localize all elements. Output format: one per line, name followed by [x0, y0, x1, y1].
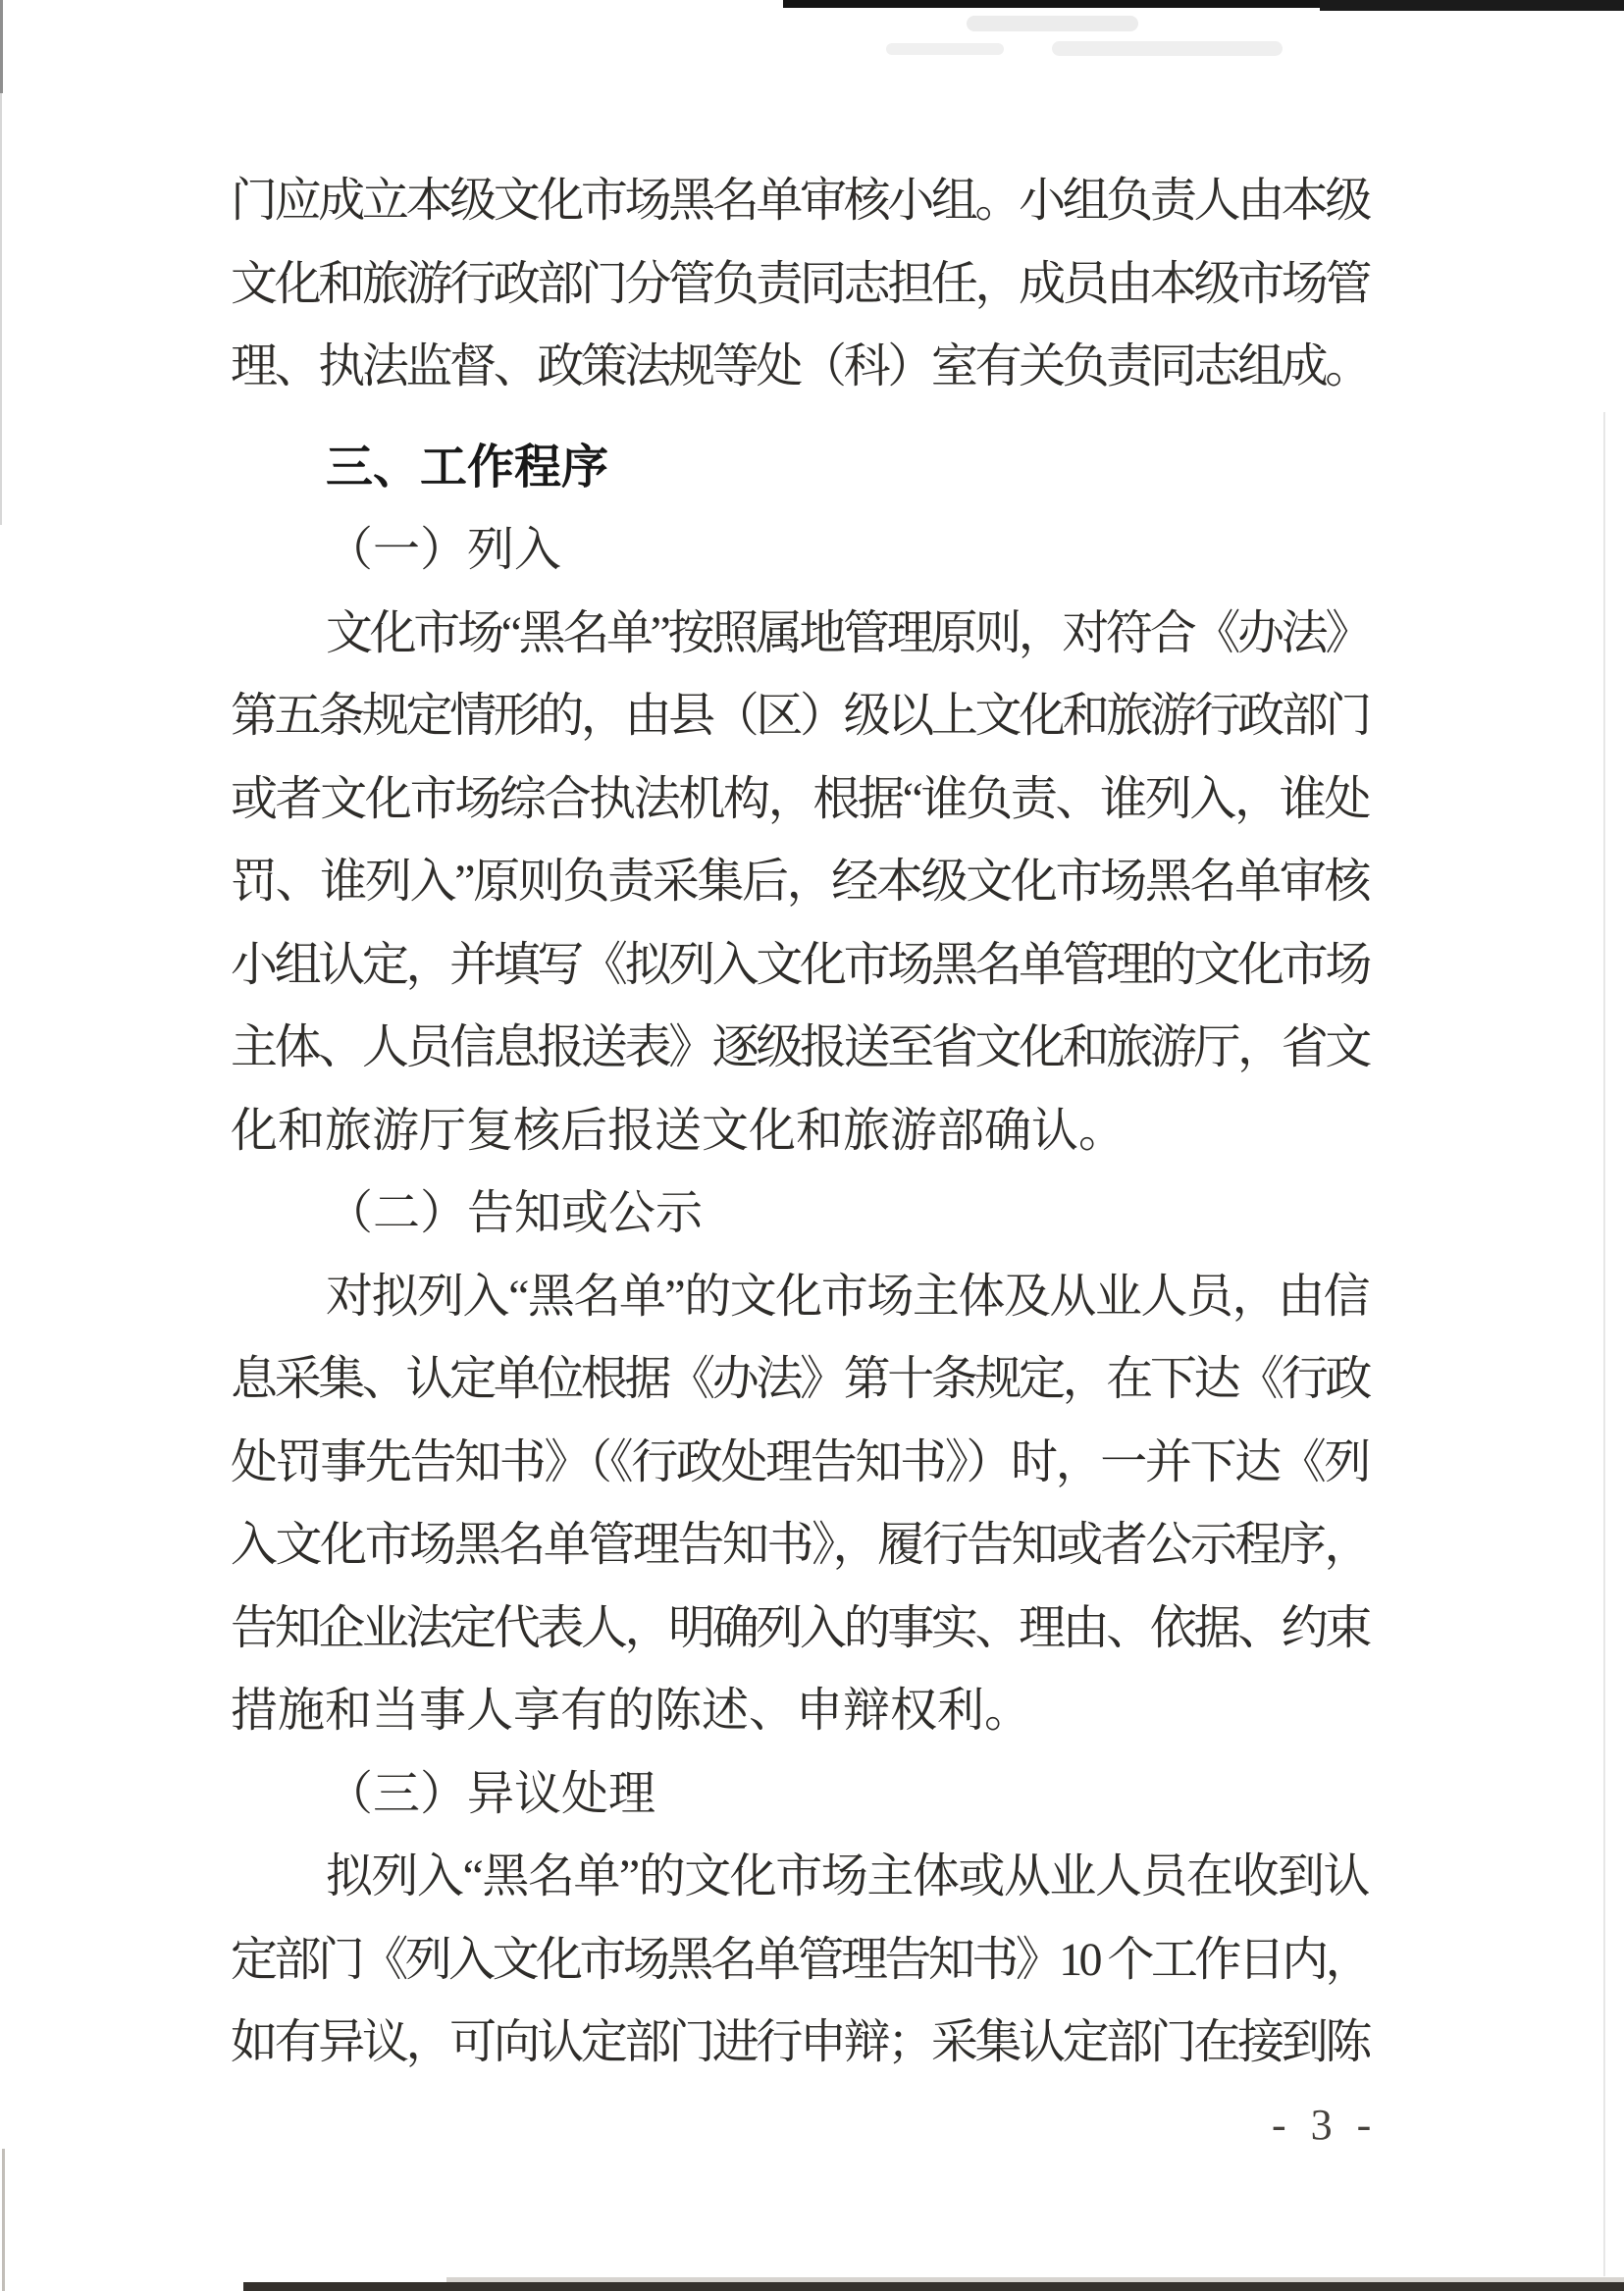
subsection-heading: （三）异议处理 — [326, 1767, 656, 1820]
document-text — [231, 160, 1369, 2085]
text-line: 文化和旅游行政部门分管负责同志担任，成员由本级市场管 — [231, 257, 1369, 310]
scan-smudge — [1052, 41, 1283, 56]
text-line: 罚、谁列入”原则负责采集后，经本级文化市场黑名单审核 — [231, 856, 1369, 908]
text-line: 告知企业法定代表人，明确列入的事实、理由、依据、约束 — [231, 1601, 1369, 1654]
subsection-heading: （一）列入 — [326, 524, 562, 576]
text-line: 如有异议，可向认定部门进行申辩；采集认定部门在接到陈 — [231, 2016, 1369, 2068]
scan-smudge — [967, 16, 1138, 31]
text-line: 第五条规定情形的，由县（区）级以上文化和旅游行政部门 — [231, 690, 1369, 742]
text-line: 入文化市场黑名单管理告知书》，履行告知或者公示程序， — [231, 1519, 1369, 1571]
section-heading: 三、工作程序 — [326, 441, 609, 494]
text-line: 小组认定，并填写《拟列入文化市场黑名单管理的文化市场 — [231, 938, 1369, 991]
text-line: 文化市场“黑名单”按照属地管理原则，对符合《办法》 — [326, 606, 1369, 659]
text-line: 主体、人员信息报送表》逐级报送至省文化和旅游厅，省文 — [231, 1021, 1369, 1073]
subsection-heading: （二）告知或公示 — [326, 1187, 704, 1239]
scan-edge-left-faint — [0, 93, 2, 525]
text-line: 处罚事先告知书》（《行政处理告知书》）时，一并下达《列 — [231, 1435, 1369, 1488]
scan-edge-left — [0, 0, 3, 93]
page-number: - 3 - — [1272, 2101, 1379, 2149]
text-line: 化和旅游厅复核后报送文化和旅游部确认。 — [231, 1104, 1126, 1157]
text-line: 拟列入“黑名单”的文化市场主体或从业人员在收到认 — [326, 1850, 1369, 1902]
scan-smudge — [886, 43, 1004, 55]
text-line: 理、执法监督、政策法规等处（科）室有关负责同志组成。 — [231, 340, 1369, 392]
text-line: 息采集、认定单位根据《办法》第十条规定，在下达《行政 — [231, 1353, 1369, 1405]
scan-edge-bottom — [243, 2282, 1624, 2291]
text-line: 措施和当事人享有的陈述、申辩权利。 — [231, 1685, 1032, 1737]
scan-edge-left-bottom — [2, 2149, 5, 2291]
text-line: 对拟列入“黑名单”的文化市场主体及从业人员，由信 — [326, 1270, 1369, 1323]
text-line: 或者文化市场综合执法机构，根据“谁负责、谁列入，谁处 — [231, 772, 1369, 825]
scan-edge-top-right — [1320, 0, 1624, 11]
text-line: 门应成立本级文化市场黑名单审核小组。小组负责人由本级 — [231, 175, 1369, 227]
scan-edge-right — [1603, 412, 1605, 2276]
text-line: 定部门《列入文化市场黑名单管理告知书》10 个工作日内， — [231, 1933, 1369, 1986]
